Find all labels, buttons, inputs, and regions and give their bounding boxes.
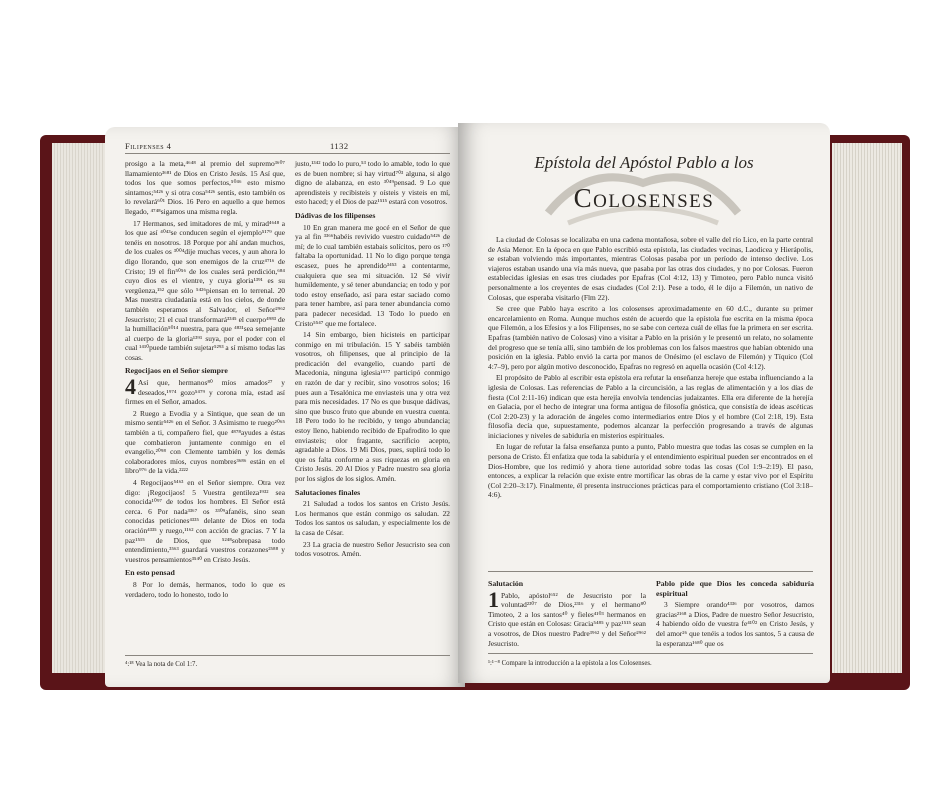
right-column-1 xyxy=(488,575,646,650)
right-page-edges xyxy=(832,143,902,673)
verse-text: 21 Saludad a todos los santos en Cristo Jesús. Los hermanos que están conmigo os saludan. 22 Todos los santos os saludan, y especialmente los de la casa de César. xyxy=(295,499,450,537)
left-column-1 xyxy=(125,159,285,601)
footnote-rule xyxy=(125,655,450,656)
footnote: ¹:¹⁻⁸ Compare la introducción a la epístola a los Colosenses. xyxy=(488,660,652,667)
chapter-start xyxy=(125,374,285,407)
verse-text: 2 Ruego a Evodia y a Síntique, que sean de un mismo sentir⁵⁴²⁶ en el Señor. 3 Asimismo te ruego²⁰⁶⁵ también a ti, compañero fiel, que ⁴⁸⁷⁸ayudes a éstas que combatieron juntamente conmigo en el evangelio,²⁰⁹⁸ con Clemente también y los demás colaboradores míos, cuyos nombres³⁶⁸⁶ están en el libro⁹⁷⁶ de la vida.²²²² xyxy=(125,408,285,476)
left-column-2 xyxy=(295,159,450,561)
book-title: Colosenses xyxy=(573,183,715,213)
running-head: Filipenses 4 xyxy=(125,141,172,151)
right-column-2 xyxy=(656,575,814,650)
verse-text: 8 Por lo demás, hermanos, todo lo que es verdadero, todo lo honesto, todo lo xyxy=(125,579,285,599)
verse-text: 17 Hermanos, sed imitadores de mí, y mirad⁴⁶⁴⁸ a los que así ⁴⁰⁴³se conducen según el ejemplo⁵¹⁷⁹ que tenéis en nosotros. 18 Porque por ahí andan muchos, de los cuales os ³⁰⁰⁴dije muchas veces, y aun ahora lo digo llorando, que son enemigos de la cruz⁴⁷¹⁶ de Cristo; 19 el fin⁵⁰⁵⁶ de los cuales será perdición,⁶⁸⁴ cuyo dios es el vientre, y cuya gloria¹³⁹¹ es su vergüenza,¹⁵² que sólo ⁵⁴²⁶piensan en lo terrenal. 20 Mas nuestra ciudadanía está en los cielos, de donde también esperamos al Salvador, el Señor²⁹⁶² Jesucristo; 21 el cual transformará³³⁴⁵ el cuerpo⁴⁹⁸³ de la humillación⁵⁰¹⁴ nuestra, para que ⁴⁸³¹sea semejante al cuerpo de la gloria¹³⁹¹ suya, por el poder con el cual ¹⁴¹⁰puede también sujetar⁵²⁹³ a sí mismo todas las cosas. xyxy=(125,218,285,362)
chapter-start xyxy=(488,586,646,649)
verse-text: prosigo a la meta,⁴⁶⁴⁸ al premio del supremo³⁶⁰⁷ llamamiento³⁶⁸¹ de Dios en Cristo Jesús. 15 Así que, todos los que somos perfectos,⁵⁰⁴⁶ esto mismo sintamos;⁵⁴²⁶ y si otra cosa⁵⁴²⁶ sentís, esto también os lo revelará⁶⁰¹ Dios. 16 Pero en aquello a que hemos llegado, ⁴⁷⁴⁸sigamos una misma regla. xyxy=(125,159,285,216)
section-heading: Dádivas de los filipenses xyxy=(295,210,376,220)
section-heading: Salutación xyxy=(488,579,524,588)
intro-rule xyxy=(488,571,813,572)
book-title-line1: Epístola del Apóstol Pablo a los xyxy=(534,153,754,172)
verse-text: Así que, hermanos⁸⁰ míos amados²⁷ y deseados,¹⁹⁷⁴ gozo⁵⁴⁷⁹ y corona mía, estad así firmes en el Señor, amados. xyxy=(125,378,285,407)
page-number: 1132 xyxy=(330,141,349,151)
chapter-number: 4 xyxy=(125,374,136,400)
section-heading: En esto pensad xyxy=(125,568,175,578)
footnote-rule xyxy=(488,653,813,654)
verse-text: justo,¹³⁴² todo lo puro,⁵³ todo lo amable, todo lo que es de buen nombre; si hay virtud⁷⁰³ alguna, si algo digno de alabanza, en esto ³⁰⁴⁹pensad. 9 Lo que aprendisteis y recibisteis y oísteis y visteis en mí, esto haced; y el Dios de paz¹⁵¹⁵ estará con vosotros. xyxy=(295,159,450,207)
open-bible xyxy=(40,115,910,690)
verse-text: 3 Siempre orando⁴³³⁶ por vosotros, damos gracias²¹⁶⁸ a Dios, Padre de nuestro Señor Jesucristo, 4 habiendo oído de vuestra fe⁴¹⁰² en Cristo Jesús, y del amor²⁶ que tenéis a todos los santos, 5 a causa de la esperanza¹⁶⁸⁰ que os xyxy=(656,600,814,648)
verse-text: 23 La gracia de nuestro Señor Jesucristo sea con todos vosotros. Amén. xyxy=(295,539,450,559)
header-rule xyxy=(125,153,450,154)
intro-paragraph: Se cree que Pablo haya escrito a los colosenses aproximadamente en 60 d.C., durante su primer encarcelamiento en Roma. Aunque muchos estén de acuerdo que la epístola fue escrita en la misma época que Filemón, a los Efesios y a los Filipenses, no se sabe con certeza cuál de ellas fue la primera en ser escrita. Epafras (también nativo de Colosas) vino a visitar a Pablo en la prisión y le presentó un relato, no solamente del progreso que se tenía allí, sino también de los problemas con los falsos maestros que habían obtenido una posición en la iglesia. Pablo envió la carta por manos de Onésimo (el esclavo de Filemón) y Tíquico (Col 4:7–9), pero por algún motivo desconocido, Epafras no regresó en aquella ocasión (Col 4:12). xyxy=(488,304,813,371)
footnote: ⁴:¹⁸ Vea la nota de Col 1:7. xyxy=(125,661,198,668)
section-heading: Salutaciones finales xyxy=(295,487,361,497)
section-heading: Regocijaos en el Señor siempre xyxy=(125,366,228,376)
introduction xyxy=(488,235,813,502)
chapter-number: 1 xyxy=(488,586,499,612)
left-page xyxy=(105,127,465,687)
section-heading: Pablo pide que Dios les conceda sabiduría espiritual xyxy=(656,579,814,598)
intro-paragraph: La ciudad de Colosas se localizaba en una cadena montañosa, sobre el valle del río Lico, en la parte central de Asia Menor. En la época en que Pablo escribió esta epístola, las ciudades vecinas, Laodicea y Hierápolis, se estaban volviendo más importantes, mientras Colosas pasaba por un período de intenso declive. Los viajeros estaban usando una vía más nueva, que pasaba por las otras dos ciudades, y no por Colosas. Fueron establecidas iglesias en esas tres ciudades por Epafras (Col 4:12, 13) y Timoteo, pero Pablo nunca visitó personalmente a los creyentes de esas ciudades (Col 2:1). Pese a todo, él le dijo a Filemón, un nativo de Colosas, que esperaba visitarlo (Flm 22). xyxy=(488,235,813,302)
intro-paragraph: En lugar de refutar la falsa enseñanza punto a punto, Pablo muestra que todas las cosas se cumplen en la persona de Cristo. Él enfatiza que toda la sabiduría y el entendimiento espiritual pueden ser encontrados en el Dios-Hombre, que los redimió y ahora tiene autoridad sobre todas las cosas (Col 1:9–2:19). El paso, entonces, a explicar la relación que existe entre mortificar las obras de la carne y estar vivo por el Espíritu (Col 2:20–3:17). Finalmente, él presenta instrucciones prácticas para el comportamiento cristiano (Col 3:18–4:6). xyxy=(488,442,813,500)
intro-paragraph: El propósito de Pablo al escribir esta epístola era refutar la enseñanza hereje que estaba influenciando a la iglesia de Colosas. Las referencias de Pablo a la circuncisión, a las reglas de alimentación y a los días de fiesta (Col 2:11-16) indican que esta herejía envolvía tendencias judaizantes. Ella era diferente de la herejía en Galacia, por el hecho de integrar una forma antigua de filosofía gnóstica, que consistía de ideas ascéticas (Col 2:20-23) y la adoración de ángeles como intermediarios entre Dios y el hombre (Col 2:18, 19). Esta filosofía decía que, supuestamente, podemos alcanzar la perfección progresando a través de algunas iniciaciones y niveles de sabiduría en misterios espirituales. xyxy=(488,373,813,440)
right-page xyxy=(458,123,830,683)
verse-text: 4 Regocijaos⁵⁴⁶³ en el Señor siempre. Otra vez digo: ¡Regocijaos! 5 Vuestra gentileza¹⁹³² sea conocida¹⁰⁹⁷ de todos los hombres. El Señor está cerca. 6 Por nada³³⁶⁷ os ³³⁰⁹afanéis, sino sean conocidas peticiones⁴³³⁵ delante de Dios en toda oración⁴³³⁵ y ruego,¹¹⁶² con acción de gracias. 7 Y la paz¹⁵¹⁵ de Dios, que ⁵²⁴⁸sobrepasa todo entendimiento,³⁵⁶³ guardará vuestros corazones²⁵⁸⁸ y vuestros pensamientos³⁵⁴⁰ en Cristo Jesús. xyxy=(125,478,285,564)
verse-text: 10 En gran manera me gocé en el Señor de que ya al fin ³³⁶⁶habéis revivido vuestro cuidado⁵⁴²⁶ de mí; de lo cual también estabais solícitos, pero os ¹⁷⁰ faltaba la oportunidad. 11 No lo digo porque tenga escasez, pues he aprendido³⁴⁵³ a contentarme, cualquiera que sea mi situación. 12 Sé vivir humildemente, y sé tener abundancia; en todo y por todo estoy enseñado, así para estar saciado como para tener hambre, así para tener abundancia como para padecer necesidad. 13 Todo lo puedo en Cristo⁵⁵⁴⁷ que me fortalece. xyxy=(295,222,450,328)
left-page-edges xyxy=(52,143,112,673)
verse-text: 14 Sin embargo, bien hicisteis en participar conmigo en mi tribulación. 15 Y sabéis también vosotros, oh filipenses, que al principio de la predicación del evangelio, cuando partí de Macedonia, ninguna iglesia¹⁵⁷⁷ participó conmigo en razón de dar y recibir, sino vosotros solos; 16 pues aun a Tesalónica me enviasteis una y otra vez para mis necesidades. 17 No es que busque dádivas, sino que busco fruto que abunde en vuestra cuenta. 18 Pero todo lo he recibido, y tengo abundancia; estoy lleno, habiendo recibido de Epafrodito lo que enviasteis; olor fragante, sacrificio acepto, agradable a Dios. 19 Mi Dios, pues, suplirá todo lo que os falta conforme a sus riquezas en gloria en Cristo Jesús. 20 Al Dios y Padre nuestro sea gloria por los siglos de los siglos. Amén. xyxy=(295,330,450,483)
verse-text: Pablo, apóstol⁶⁵² de Jesucristo por la voluntad²³⁰⁷ de Dios,²³¹⁶ y el hermano⁸⁰ Timoteo, 2 a los santos⁴⁰ y fieles⁴¹⁰³ hermanos en Cristo que están en Colosas: Gracia⁵⁴⁸⁵ y paz¹⁵¹⁵ sean a vosotros, de Dios nuestro Padre³⁹⁶² y del Señor²⁹⁶² Jesucristo. xyxy=(488,590,646,648)
